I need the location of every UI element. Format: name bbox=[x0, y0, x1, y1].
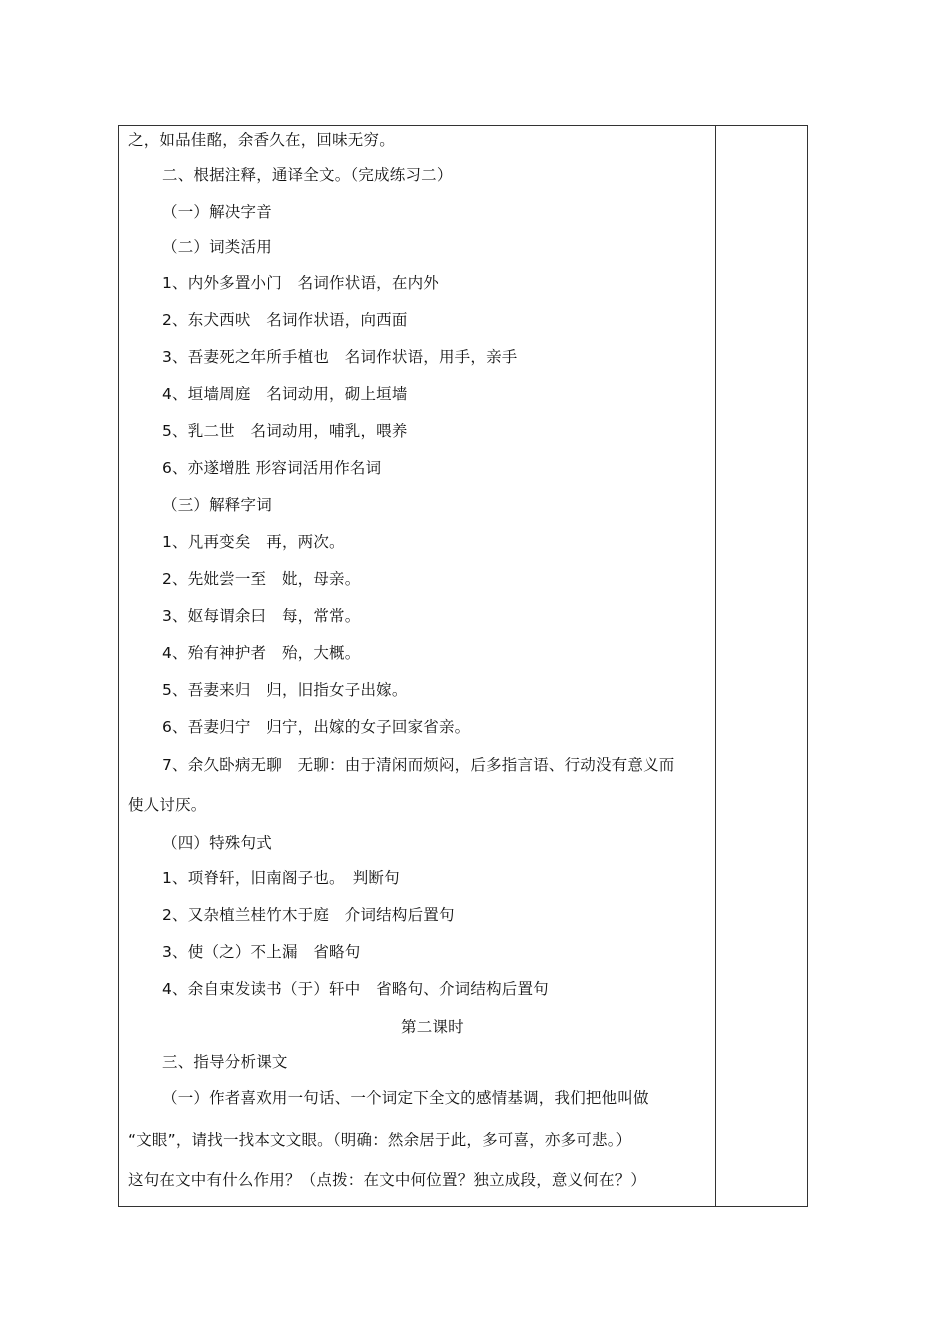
list-item: 4、垣墙周庭 名词动用，砌上垣墙 bbox=[162, 385, 408, 403]
paragraph-line: （一）作者喜欢用一句话、一个词定下全文的感情基调，我们把他叫做 bbox=[162, 1089, 649, 1107]
list-item: 5、吾妻来归 归，旧指女子出嫁。 bbox=[162, 681, 408, 699]
list-item: 3、吾妻死之年所手植也 名词作状语，用手，亲手 bbox=[162, 348, 518, 366]
paragraph-line: 这句在文中有什么作用？（点拨：在文中何位置？独立成段，意义何在？） bbox=[128, 1171, 647, 1189]
content-cell bbox=[119, 126, 715, 1206]
list-item: 4、余自束发读书（于）轩中 省略句、介词结构后置句 bbox=[162, 980, 549, 998]
paragraph-line: “文眼”，请找一找本文文眼。（明确：然余居于此，多可喜，亦多可悲。） bbox=[128, 1131, 632, 1149]
list-item: 2、又杂植兰桂竹木于庭 介词结构后置句 bbox=[162, 906, 455, 924]
list-item-continuation: 使人讨厌。 bbox=[128, 796, 207, 814]
list-item: 2、东犬西吠 名词作状语，向西面 bbox=[162, 311, 408, 329]
list-item: 3、妪每谓余曰 每，常常。 bbox=[162, 607, 361, 625]
lesson-table bbox=[118, 125, 808, 1207]
text-line: 之，如品佳酩，余香久在，回味无穷。 bbox=[128, 131, 395, 149]
subsection-heading: （一）解决字音 bbox=[162, 203, 272, 221]
section-heading: 二、根据注释，通译全文。（完成练习二） bbox=[162, 166, 453, 184]
list-item: 3、使（之）不上漏 省略句 bbox=[162, 943, 361, 961]
list-item: 4、殆有神护者 殆，大概。 bbox=[162, 644, 361, 662]
list-item: 1、项脊轩，旧南阁子也。 判断句 bbox=[162, 869, 400, 887]
notes-cell bbox=[716, 126, 807, 1206]
list-item: 6、吾妻归宁 归宁，出嫁的女子回家省亲。 bbox=[162, 718, 471, 736]
list-item: 5、乳二世 名词动用，哺乳，喂养 bbox=[162, 422, 408, 440]
subsection-heading: （四）特殊句式 bbox=[162, 834, 272, 852]
list-item: 1、凡再变矣 再，两次。 bbox=[162, 533, 345, 551]
subsection-heading: （三）解释字词 bbox=[162, 496, 272, 514]
list-item: 1、内外多置小门 名词作状语，在内外 bbox=[162, 274, 439, 292]
lesson-period-title: 第二课时 bbox=[401, 1018, 464, 1036]
section-heading: 三、指导分析课文 bbox=[162, 1053, 288, 1071]
list-item: 6、亦遂增胜 形容词活用作名词 bbox=[162, 459, 382, 477]
list-item: 2、先妣尝一至 妣，母亲。 bbox=[162, 570, 361, 588]
subsection-heading: （二）词类活用 bbox=[162, 238, 272, 256]
list-item: 7、余久卧病无聊 无聊：由于清闲而烦闷，后多指言语、行动没有意义而 bbox=[162, 756, 675, 774]
